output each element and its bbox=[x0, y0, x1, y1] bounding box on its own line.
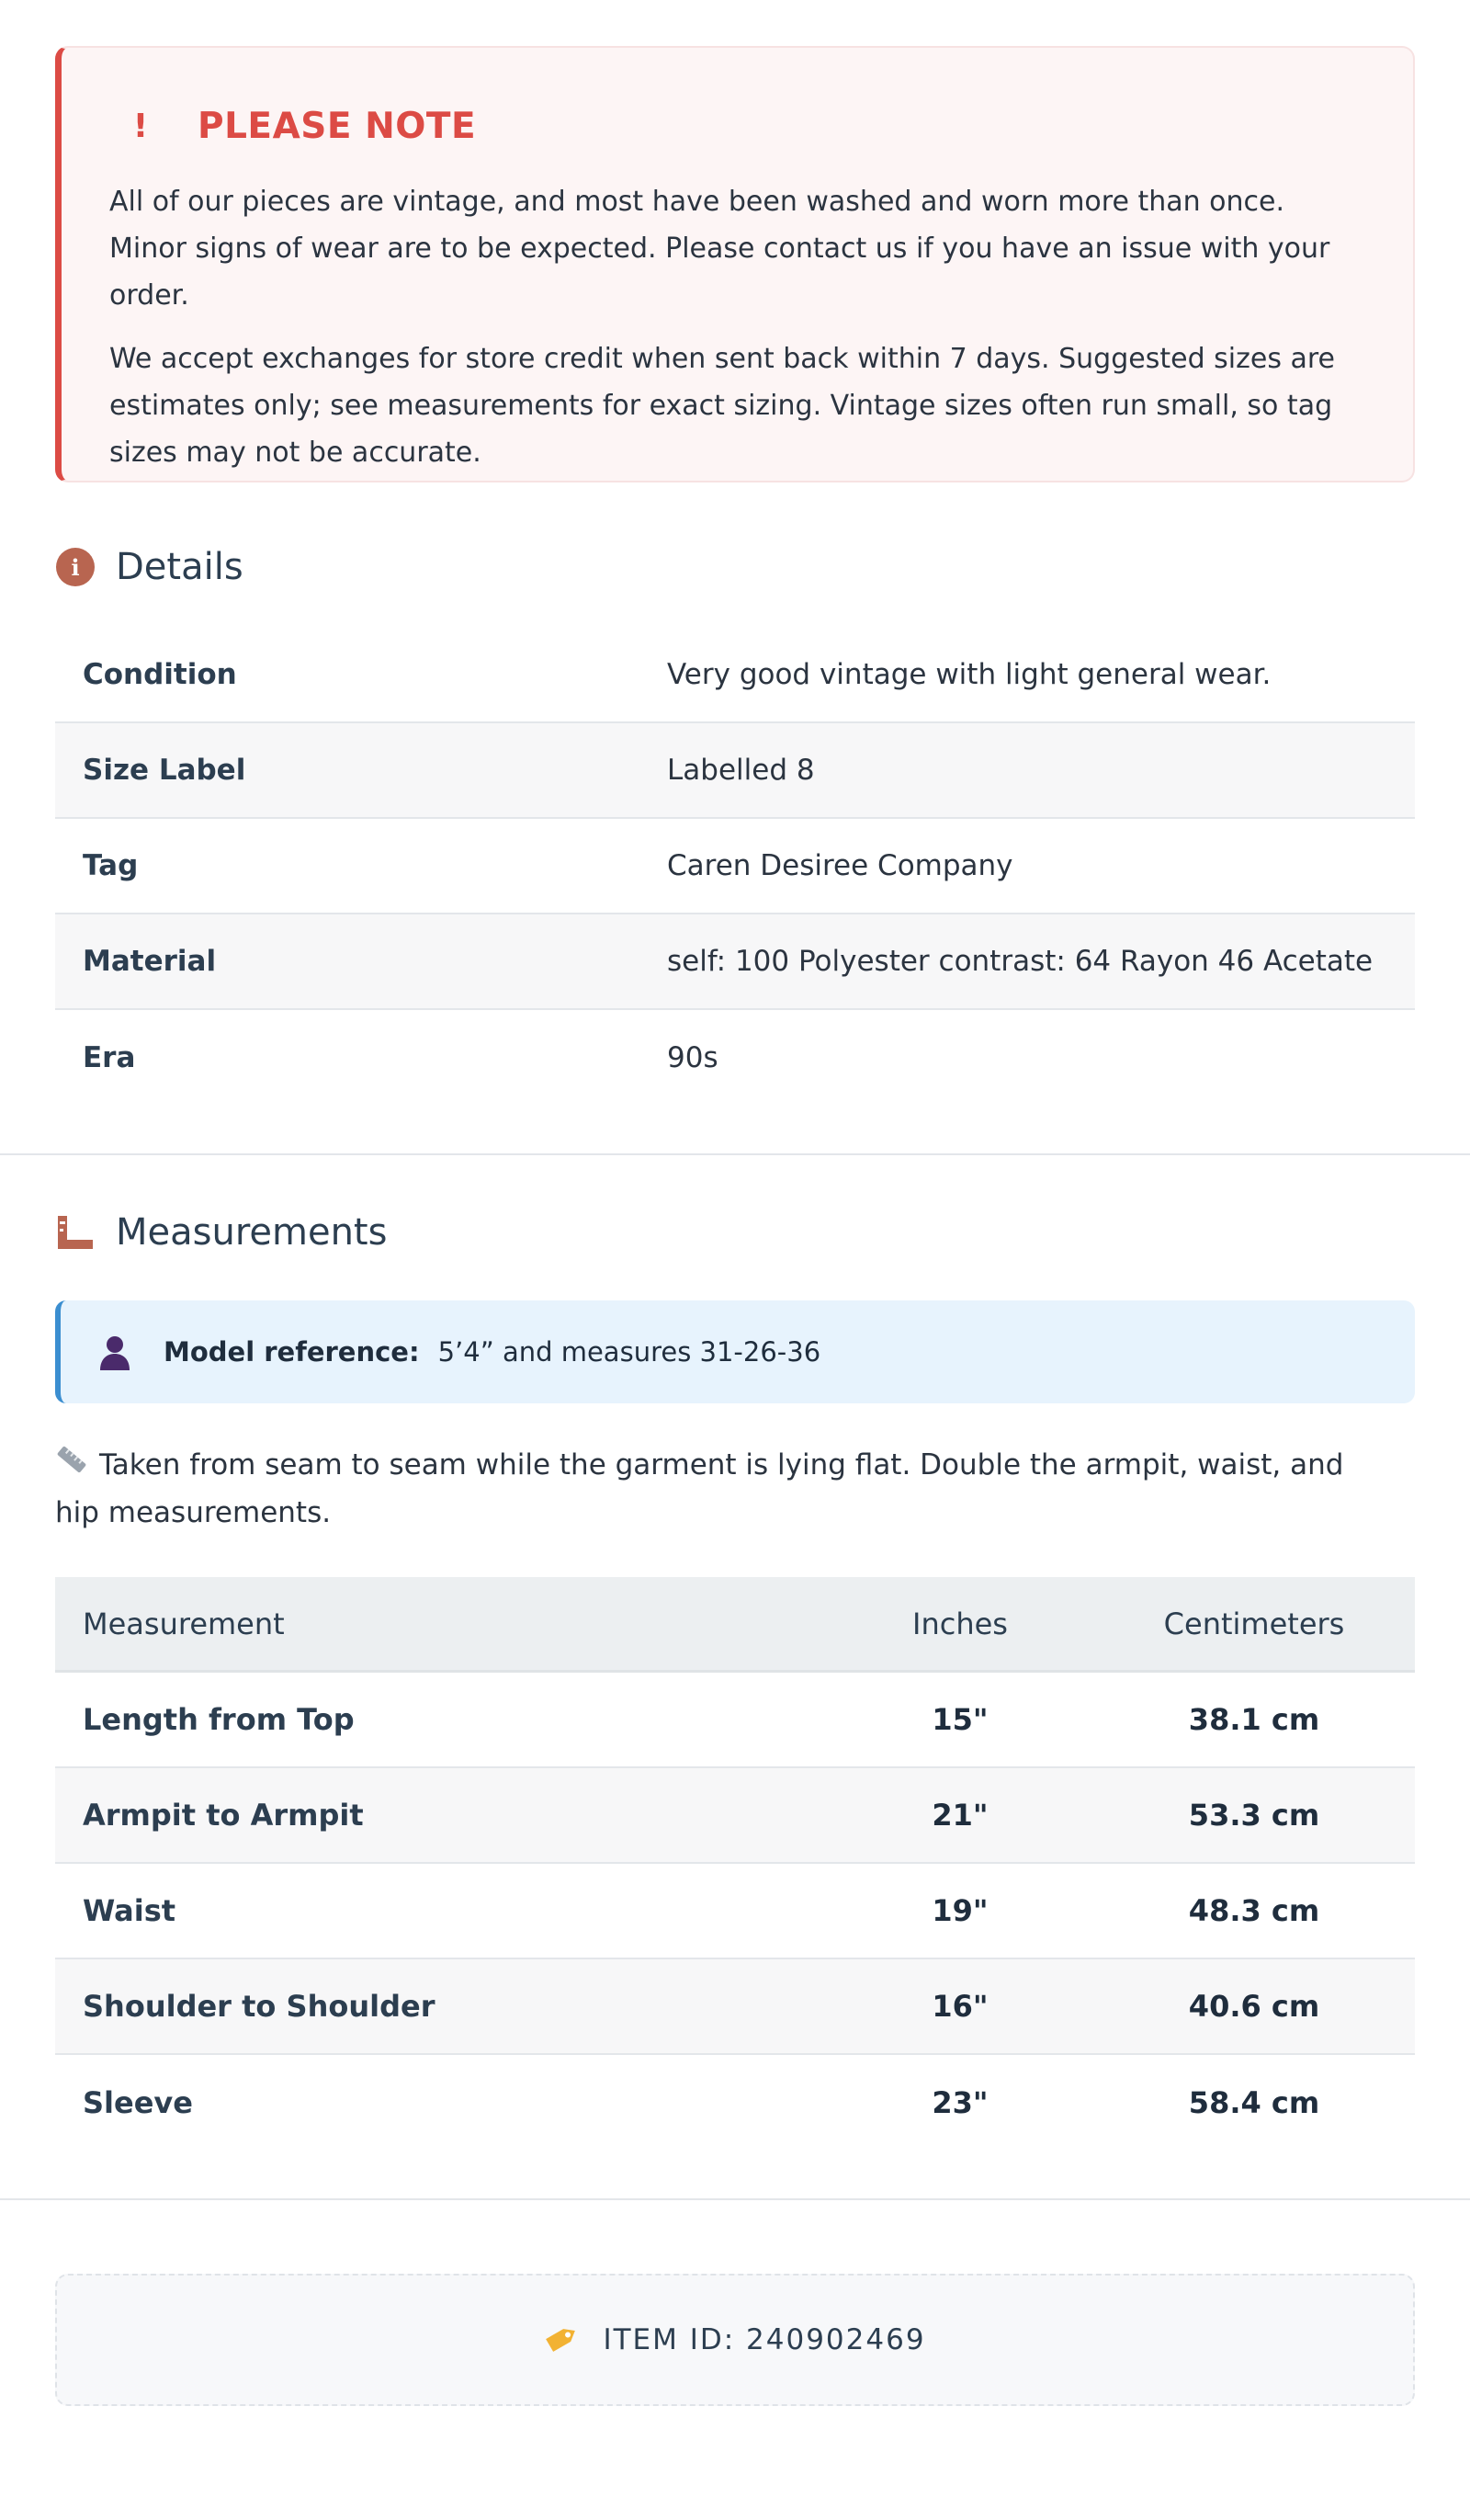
measurements-section-header bbox=[55, 1205, 1415, 1260]
table-row bbox=[55, 1768, 1415, 1864]
person-icon bbox=[97, 1334, 132, 1370]
details-value: Very good vintage with light general wear. bbox=[667, 658, 1272, 691]
measurement-name: Armpit to Armpit bbox=[83, 1798, 364, 1833]
measurement-inches: 15" bbox=[932, 1702, 989, 1737]
column-header: Inches bbox=[912, 1606, 1008, 1641]
measurements-heading: Measurements bbox=[116, 1211, 388, 1254]
measurement-cm: 38.1 cm bbox=[1188, 1702, 1320, 1737]
item-id-label: ITEM ID: 240902469 bbox=[603, 2323, 926, 2356]
details-key: Era bbox=[83, 1041, 136, 1074]
model-reference-label: Model reference: bbox=[164, 1336, 420, 1368]
price-tag-icon bbox=[544, 2321, 581, 2358]
details-key: Material bbox=[83, 945, 217, 978]
model-reference-value: 5’4” and measures 31-26-36 bbox=[437, 1336, 821, 1368]
details-value: Labelled 8 bbox=[667, 754, 815, 787]
details-key: Tag bbox=[83, 849, 139, 882]
details-value: self: 100 Polyester contrast: 64 Rayon 46 Acetate bbox=[667, 945, 1374, 978]
model-reference bbox=[55, 1300, 1415, 1403]
details-value: 90s bbox=[667, 1041, 718, 1074]
details-row bbox=[55, 723, 1415, 819]
details-key: Condition bbox=[83, 658, 237, 691]
measurement-cm: 58.4 cm bbox=[1188, 2085, 1320, 2120]
please-note-box bbox=[55, 46, 1415, 482]
notice-title: PLEASE NOTE bbox=[198, 105, 477, 147]
details-row bbox=[55, 914, 1415, 1010]
measurement-instructions bbox=[55, 1442, 1360, 1537]
table-header-row bbox=[55, 1577, 1415, 1673]
details-section-header bbox=[55, 539, 1415, 595]
exclamation-icon: ! bbox=[132, 107, 149, 145]
details-row bbox=[55, 819, 1415, 914]
details-value: Caren Desiree Company bbox=[667, 849, 1013, 882]
measurements-table bbox=[55, 1577, 1415, 2151]
notice-header bbox=[109, 101, 1365, 151]
measurement-cm: 48.3 cm bbox=[1188, 1893, 1320, 1928]
table-row bbox=[55, 1673, 1415, 1768]
notice-paragraph: We accept exchanges for store credit when sent back within 7 days. Suggested sizes are estimates only; see measurements for exact sizing. Vintage sizes often run small, so tag sizes may not be accurate. bbox=[109, 343, 1336, 469]
details-key: Size Label bbox=[83, 754, 246, 787]
instructions-text: Taken from seam to seam while the garment is lying flat. Double the armpit, waist, and hip measurements. bbox=[55, 1448, 1344, 1529]
notice-paragraph: All of our pieces are vintage, and most have been washed and worn more than once. Minor signs of wear are to be expected. Please contact us if you have an issue with your order. bbox=[109, 186, 1330, 312]
measurement-inches: 16" bbox=[932, 1989, 989, 2024]
measurement-inches: 23" bbox=[932, 2085, 989, 2120]
table-row bbox=[55, 1864, 1415, 1959]
table-row bbox=[55, 1959, 1415, 2055]
measurement-cm: 53.3 cm bbox=[1188, 1798, 1320, 1833]
ruler-icon bbox=[55, 1212, 96, 1253]
measurement-cm: 40.6 cm bbox=[1188, 1989, 1320, 2024]
table-row bbox=[55, 2055, 1415, 2151]
details-heading: Details bbox=[116, 546, 243, 588]
details-row bbox=[55, 628, 1415, 723]
column-header: Measurement bbox=[83, 1606, 285, 1641]
ruler-icon bbox=[55, 1443, 88, 1490]
measurement-name: Sleeve bbox=[83, 2085, 193, 2120]
details-row bbox=[55, 1010, 1415, 1106]
details-table bbox=[55, 628, 1415, 1106]
measurement-name: Length from Top bbox=[83, 1702, 355, 1737]
measurement-name: Waist bbox=[83, 1893, 176, 1928]
measurement-inches: 21" bbox=[932, 1798, 989, 1833]
measurement-name: Shoulder to Shoulder bbox=[83, 1989, 435, 2024]
item-id-box bbox=[55, 2274, 1415, 2406]
info-circle-icon: i bbox=[55, 547, 96, 587]
measurement-inches: 19" bbox=[932, 1893, 989, 1928]
column-header: Centimeters bbox=[1163, 1606, 1345, 1641]
section-divider bbox=[0, 2198, 1470, 2200]
